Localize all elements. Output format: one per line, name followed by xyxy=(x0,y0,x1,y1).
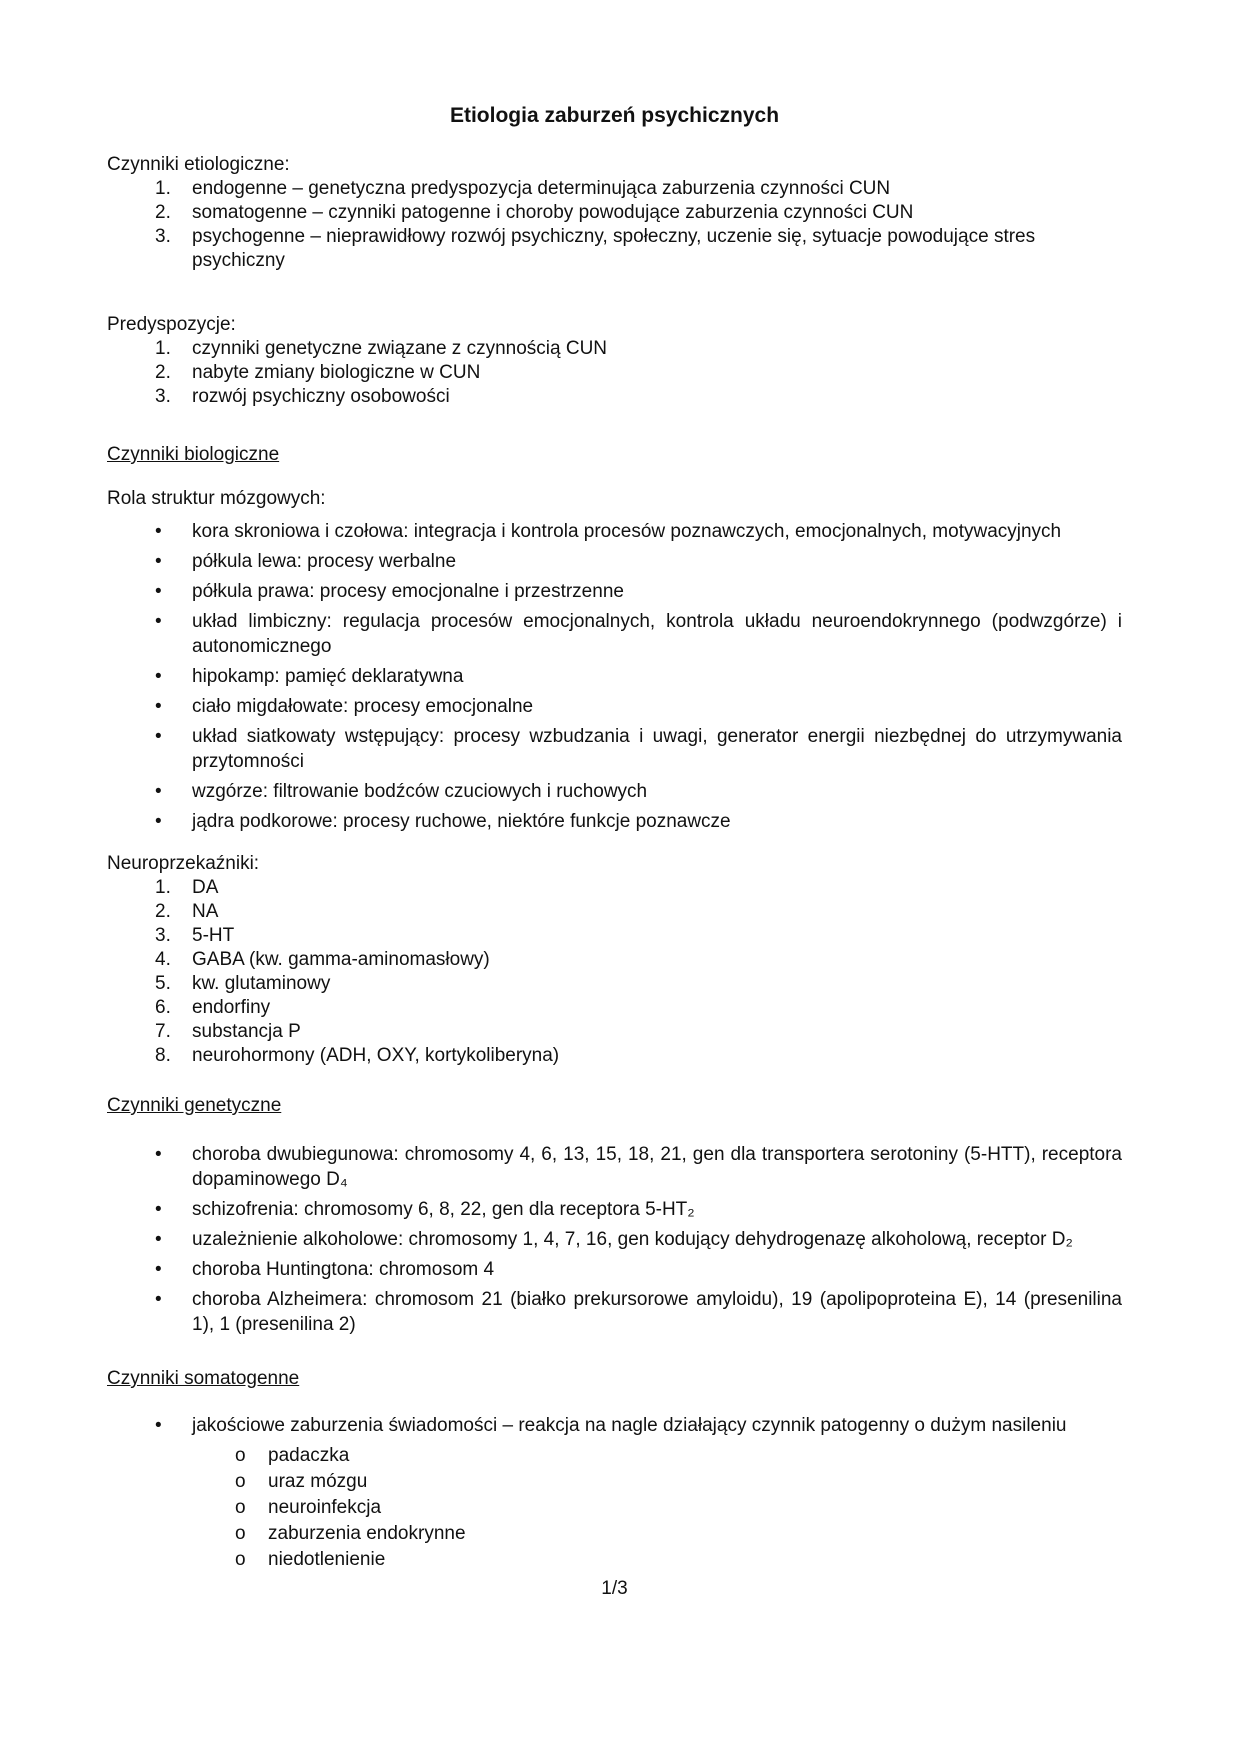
list-item-text: uraz mózgu xyxy=(268,1471,368,1492)
list-item xyxy=(107,337,1122,361)
list-item xyxy=(107,900,1122,924)
list-item-text: zaburzenia endokrynne xyxy=(268,1523,466,1544)
list-item-text: neuroinfekcja xyxy=(268,1497,382,1518)
bullet-icon: • xyxy=(155,1259,162,1280)
list-item-text: półkula prawa: procesy emocjonalne i przestrzenne xyxy=(192,581,624,602)
bullet-icon: • xyxy=(155,1229,162,1250)
list-item xyxy=(107,1020,1122,1044)
list-item-number: 7. xyxy=(155,1021,171,1042)
list-item-number: 3. xyxy=(155,925,171,946)
list-item-text: jądra podkorowe: procesy ruchowe, niektóre funkcje poznawcze xyxy=(192,811,731,832)
list-item-number: 3. xyxy=(155,386,171,407)
genetic-factors-list xyxy=(107,1142,1122,1337)
list-item xyxy=(107,1547,1122,1573)
list-item-text: rozwój psychiczny osobowości xyxy=(192,386,450,407)
bullet-icon: • xyxy=(155,811,162,832)
bullet-icon: • xyxy=(155,611,162,632)
list-item-text: choroba Alzheimera: chromosom 21 (białko prekursorowe amyloidu), 19 (apolipoproteina E), 14 (presenilina 1), 1 (presenilina 2) xyxy=(192,1289,1122,1335)
list-item xyxy=(107,201,1122,225)
bullet-icon: • xyxy=(155,1144,162,1165)
list-item-text: NA xyxy=(192,901,219,922)
list-item-text: wzgórze: filtrowanie bodźców czuciowych i ruchowych xyxy=(192,781,648,802)
section-label-etiologic-factors: Czynniki etiologiczne: xyxy=(107,154,290,175)
list-item-text: endogenne – genetyczna predyspozycja determinująca zaburzenia czynności CUN xyxy=(192,178,891,199)
list-item-text: półkula lewa: procesy werbalne xyxy=(192,551,457,572)
list-item xyxy=(107,1521,1122,1547)
list-item xyxy=(107,1142,1122,1192)
list-item-text: somatogenne – czynniki patogenne i choroby powodujące zaburzenia czynności CUN xyxy=(192,202,914,223)
list-item xyxy=(107,1227,1122,1252)
bullet-icon: • xyxy=(155,781,162,802)
bullet-icon: • xyxy=(155,1199,162,1220)
somatogenic-factors-list xyxy=(107,1413,1122,1438)
circle-bullet-icon: o xyxy=(235,1445,246,1466)
list-item xyxy=(107,549,1122,574)
list-item-text: układ limbiczny: regulacja procesów emocjonalnych, kontrola układu neuroendokrynnego (podwzgórze) i autonomicznego xyxy=(192,611,1122,657)
list-item xyxy=(107,1044,1122,1068)
list-item-number: 1. xyxy=(155,338,171,359)
list-item xyxy=(107,1287,1122,1337)
list-item-text: psychogenne – nieprawidłowy rozwój psychiczny, społeczny, uczenie się, sytuacje powodujące stres psychiczny xyxy=(192,226,1036,271)
list-item xyxy=(107,694,1122,719)
list-item-text: uzależnienie alkoholowe: chromosomy 1, 4, 7, 16, gen kodujący dehydrogenazę alkoholową, receptor D₂ xyxy=(192,1229,1073,1250)
list-item-text: neurohormony (ADH, OXY, kortykoliberyna) xyxy=(192,1045,560,1066)
section-label-brain-structures: Rola struktur mózgowych: xyxy=(107,488,326,509)
list-item xyxy=(107,948,1122,972)
list-item xyxy=(107,609,1122,659)
list-item xyxy=(107,779,1122,804)
predispositions-list xyxy=(107,337,1122,409)
document-title: Etiologia zaburzeń psychicznych xyxy=(449,104,780,127)
list-item-text: kw. glutaminowy xyxy=(192,973,331,994)
bullet-icon: • xyxy=(155,1415,162,1436)
list-item xyxy=(107,519,1122,544)
list-item xyxy=(107,1443,1122,1469)
section-label-neurotransmitters: Neuroprzekaźniki: xyxy=(107,853,260,874)
list-item-text: 5-HT xyxy=(192,925,235,946)
list-item xyxy=(107,972,1122,996)
brain-structures-list xyxy=(107,519,1122,834)
list-item-number: 5. xyxy=(155,973,171,994)
list-item-number: 2. xyxy=(155,202,171,223)
list-item-text: czynniki genetyczne związane z czynnością CUN xyxy=(192,338,608,359)
bullet-icon: • xyxy=(155,521,162,542)
list-item-number: 2. xyxy=(155,901,171,922)
list-item-number: 2. xyxy=(155,362,171,383)
section-heading-genetic-factors: Czynniki genetyczne xyxy=(107,1095,282,1116)
list-item xyxy=(107,996,1122,1020)
section-label-predispositions: Predyspozycje: xyxy=(107,314,236,335)
list-item xyxy=(107,724,1122,774)
list-item-number: 1. xyxy=(155,877,171,898)
list-item-text: endorfiny xyxy=(192,997,271,1018)
somatogenic-subitems-list xyxy=(107,1443,1122,1573)
list-item-text: GABA (kw. gamma-aminomasłowy) xyxy=(192,949,490,970)
list-item-number: 3. xyxy=(155,226,171,247)
list-item xyxy=(107,924,1122,948)
list-item xyxy=(107,177,1122,201)
section-heading-somatogenic-factors: Czynniki somatogenne xyxy=(107,1368,300,1389)
list-item-text: jakościowe zaburzenia świadomości – reakcja na nagle działający czynnik patogenny o dużym nasileniu xyxy=(192,1415,1067,1436)
list-item xyxy=(107,361,1122,385)
list-item-text: padaczka xyxy=(268,1445,350,1466)
list-item-number: 1. xyxy=(155,178,171,199)
list-item xyxy=(107,1469,1122,1495)
list-item-number: 6. xyxy=(155,997,171,1018)
list-item-text: nabyte zmiany biologiczne w CUN xyxy=(192,362,481,383)
list-item xyxy=(107,1495,1122,1521)
list-item xyxy=(107,225,1122,273)
list-item xyxy=(107,1413,1122,1438)
circle-bullet-icon: o xyxy=(235,1497,246,1518)
neurotransmitters-list xyxy=(107,876,1122,1068)
list-item xyxy=(107,809,1122,834)
bullet-icon: • xyxy=(155,581,162,602)
circle-bullet-icon: o xyxy=(235,1471,246,1492)
list-item-text: schizofrenia: chromosomy 6, 8, 22, gen dla receptora 5-HT₂ xyxy=(192,1199,695,1220)
bullet-icon: • xyxy=(155,551,162,572)
section-heading-biological-factors: Czynniki biologiczne xyxy=(107,444,280,465)
list-item xyxy=(107,876,1122,900)
list-item xyxy=(107,579,1122,604)
list-item-text: ciało migdałowate: procesy emocjonalne xyxy=(192,696,534,717)
list-item-text: układ siatkowaty wstępujący: procesy wzbudzania i uwagi, generator energii niezbędnej do utrzymywania przytomności xyxy=(192,726,1122,772)
bullet-icon: • xyxy=(155,696,162,717)
list-item-text: choroba dwubiegunowa: chromosomy 4, 6, 13, 15, 18, 21, gen dla transportera serotoniny (5-HTT), receptora dopaminowego D₄ xyxy=(192,1144,1122,1190)
list-item-text: kora skroniowa i czołowa: integracja i kontrola procesów poznawczych, emocjonalnych, motywacyjnych xyxy=(192,521,1062,542)
list-item-number: 4. xyxy=(155,949,171,970)
list-item-text: niedotlenienie xyxy=(268,1549,386,1570)
list-item-text: substancja P xyxy=(192,1021,301,1042)
page-number: 1/3 xyxy=(601,1578,628,1599)
list-item-text: choroba Huntingtona: chromosom 4 xyxy=(192,1259,495,1280)
bullet-icon: • xyxy=(155,726,162,747)
circle-bullet-icon: o xyxy=(235,1549,246,1570)
list-item-text: DA xyxy=(192,877,219,898)
bullet-icon: • xyxy=(155,666,162,687)
list-item-number: 8. xyxy=(155,1045,171,1066)
list-item xyxy=(107,1197,1122,1222)
list-item-text: hipokamp: pamięć deklaratywna xyxy=(192,666,464,687)
etiologic-factors-list xyxy=(107,177,1122,273)
bullet-icon: • xyxy=(155,1289,162,1310)
list-item xyxy=(107,385,1122,409)
list-item xyxy=(107,664,1122,689)
list-item xyxy=(107,1257,1122,1282)
circle-bullet-icon: o xyxy=(235,1523,246,1544)
